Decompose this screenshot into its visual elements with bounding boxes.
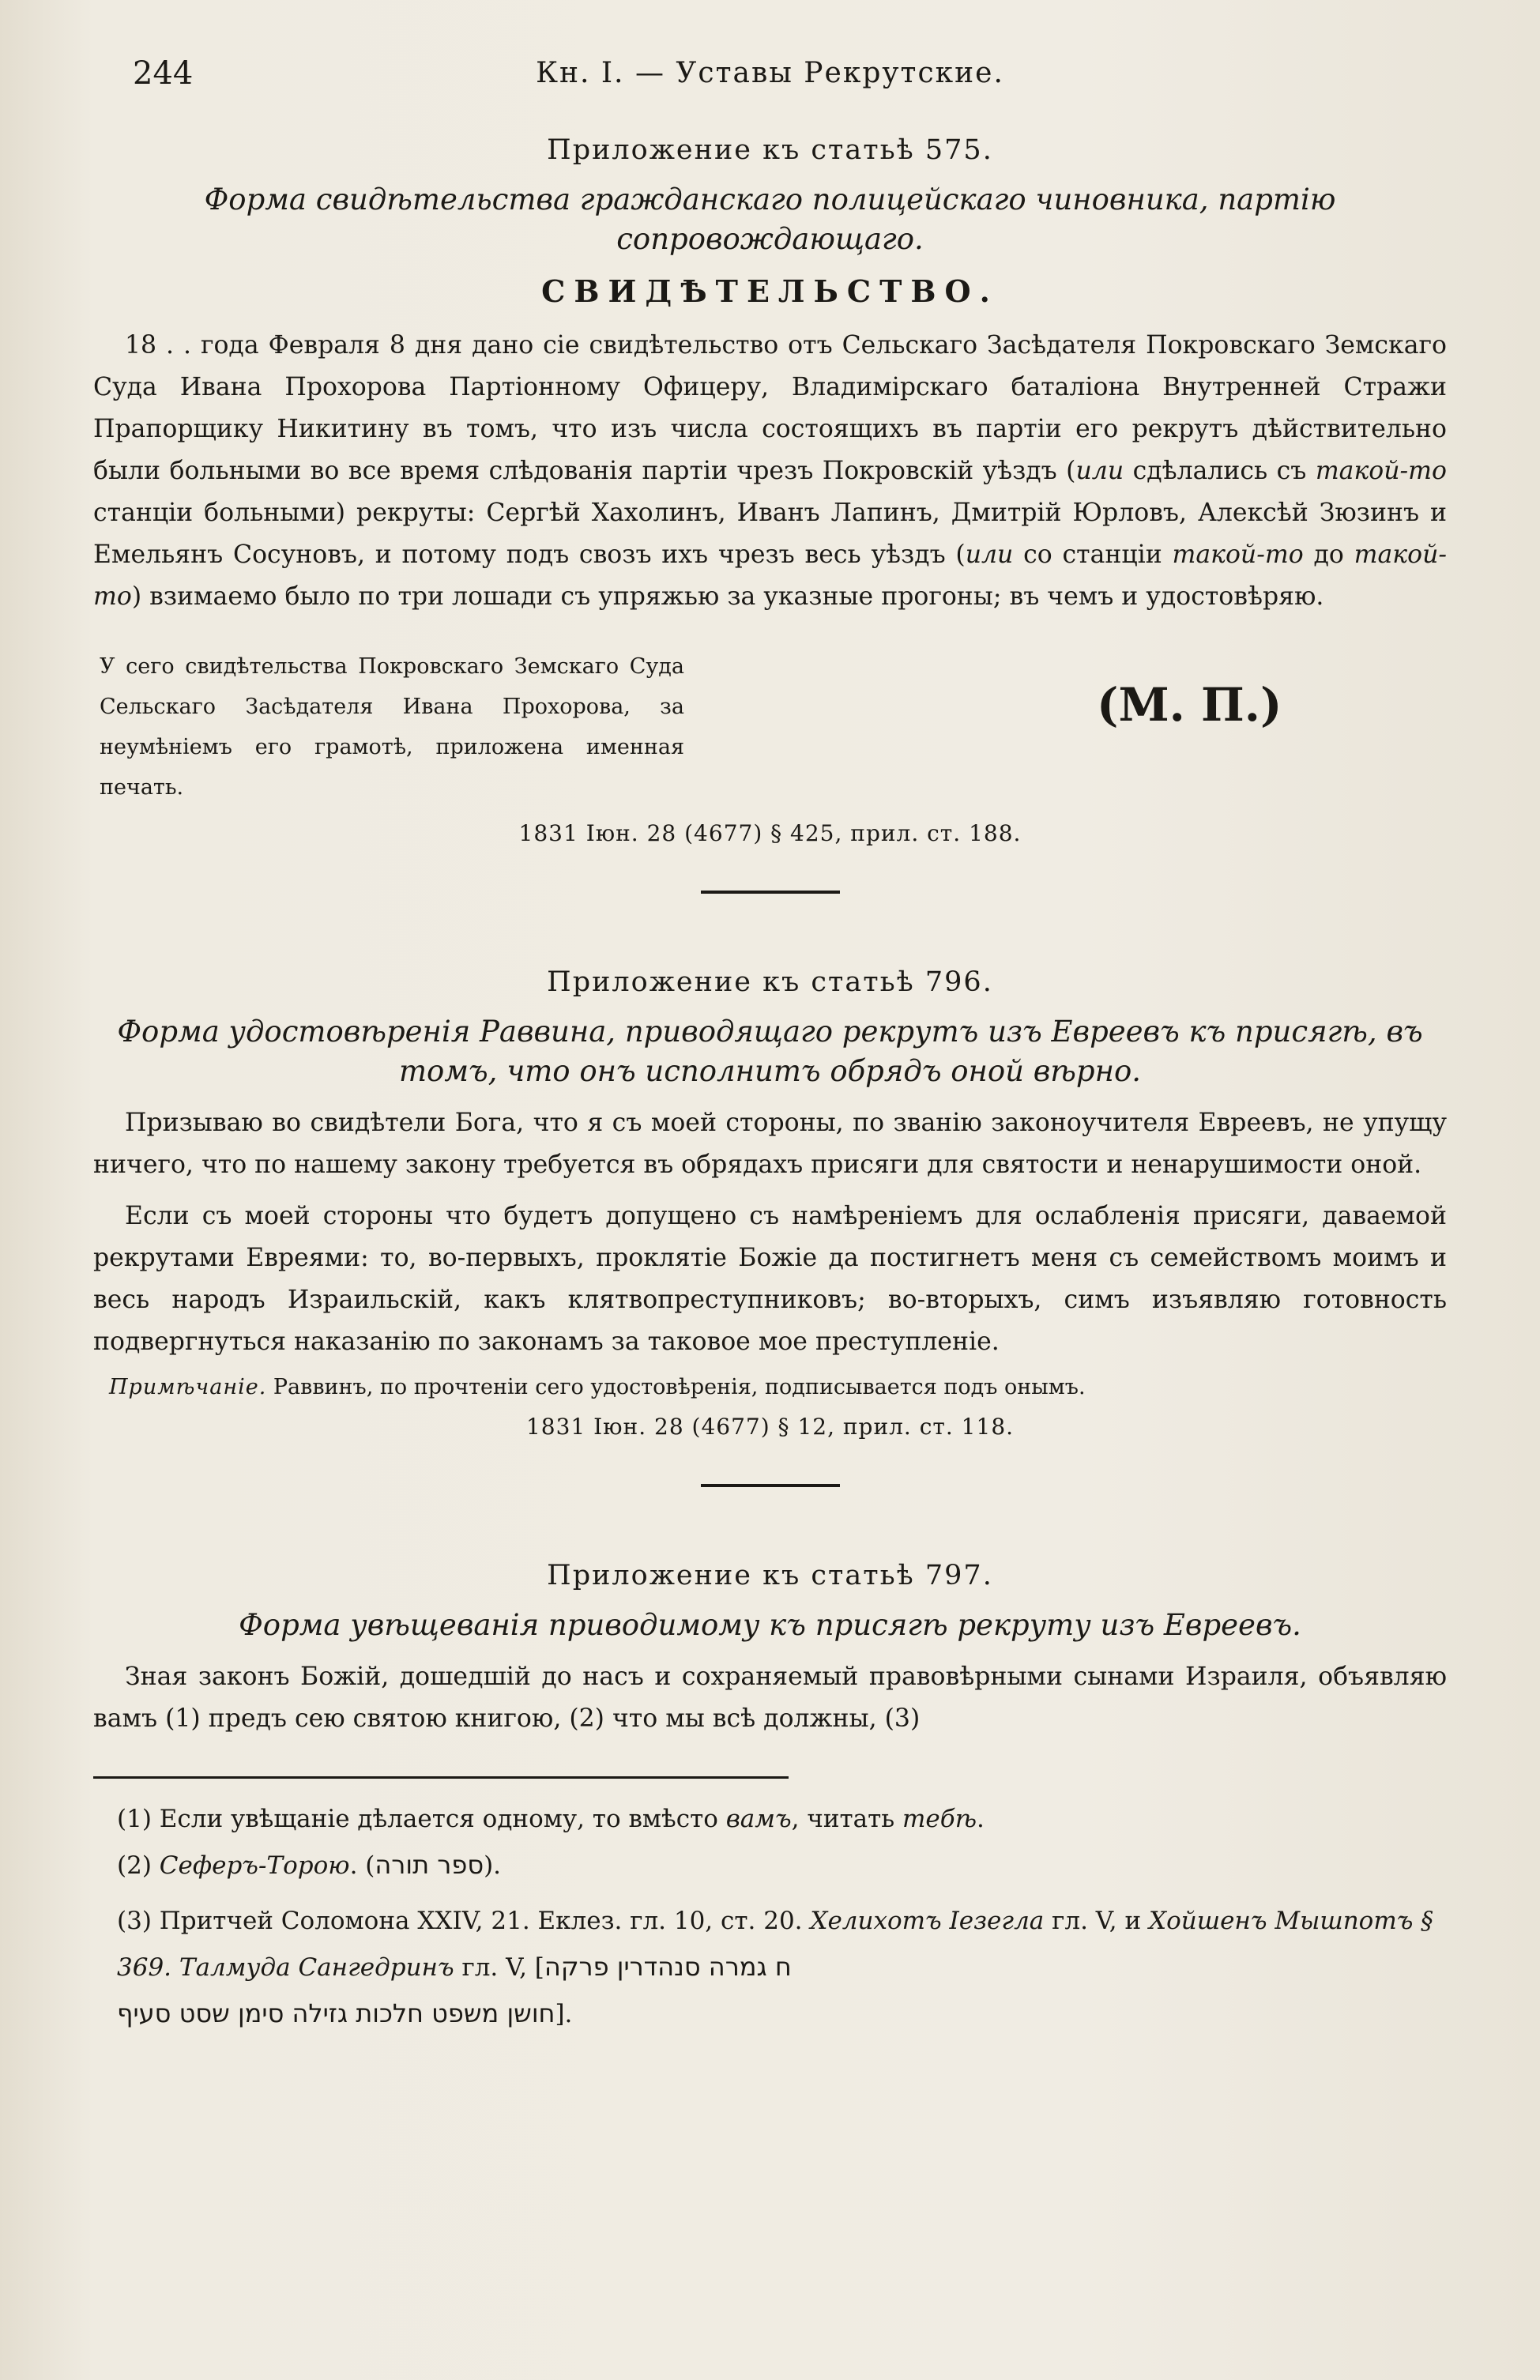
paragraph: Призываю во свидѣтели Бога, что я съ моей стороны, по званію законоучителя Евреевъ, не упущу ничего, что по нашему закону требуется въ обрядахъ присяги для святости и ненарушимости оной. [93, 1109, 1447, 1179]
appendix-575 [93, 134, 1447, 846]
section-divider [701, 1484, 840, 1487]
section-divider [701, 891, 840, 894]
form-title: Форма свидѣтельства гражданскаго полицейскаго чиновника, партію сопровождающаго. [204, 183, 1336, 256]
signature-block [93, 646, 1447, 811]
footnotes [93, 1796, 1447, 2037]
signature-note: У сего свидѣтельства Покровскаго Земскаго Суда Сельскаго Засѣдателя Ивана Прохорова, за неумѣніемъ его грамотѣ, приложена именная печать. [100, 654, 684, 800]
citation: 1831 Іюн. 28 (4677) § 12, прил. ст. 118. [525, 1414, 1015, 1440]
appendix-796 [93, 966, 1447, 1440]
appendix-heading: Приложение къ статьѣ 797. [547, 1560, 993, 1591]
footnote-2: (2) Сеферъ-Торою. (ספר תורה). [117, 1850, 502, 1880]
appendix-heading: Приложение къ статьѣ 796. [547, 966, 993, 998]
remark: Примѣчаніе. Раввинъ, по прочтеніи сего удостовѣренія, подписывается подъ онымъ. [109, 1375, 1086, 1399]
page-header [93, 49, 1447, 106]
document-title: СВИДѢТЕЛЬСТВО. [541, 273, 999, 309]
footnote-divider [93, 1776, 789, 1779]
appendix-797 [93, 1560, 1447, 1740]
citation: 1831 Іюн. 28 (4677) § 425, прил. ст. 188. [518, 820, 1022, 846]
footnote-1: (1) Если увѣщаніе дѣлается одному, то вмѣсто вамъ, читать тебѣ. [117, 1805, 985, 1833]
certificate-text: 18 . . года Февраля 8 дня дано сіе свидѣтельство отъ Сельскаго Засѣдателя Покровскаго Земскаго Суда Ивана Прохорова Партіонному Офицеру, Владимірскаго баталіона Внутренней Стражи Прапорщику Никитину въ томъ, что изъ числа состоящихъ въ партіи его рекрутъ дѣйствительно были больными во все время слѣдованія партіи чрезъ Покровскій уѣздъ (или сдѣлались съ такой-то станціи больными) рекруты: Сергѣй Хахолинъ, Иванъ Лапинъ, Дмитрій Юрловъ, Алексѣй Зюзинъ и Емельянъ Сосуновъ, и потому подъ свозъ ихъ чрезъ весь уѣздъ (или со станціи такой-то до такой-то) взимаемо было по три лошади съ упряжью за указные прогоны; въ чемъ и удостовѣряю. [93, 331, 1448, 611]
paragraph: Зная законъ Божій, дошедшій до насъ и сохраняемый правовѣрными сынами Израиля, объявляю вамъ (1) предъ сею святою книгою, (2) что мы всѣ должны, (3) [93, 1663, 1447, 1733]
appendix-heading: Приложение къ статьѣ 575. [547, 134, 993, 166]
paragraph: Если съ моей стороны что будетъ допущено съ намѣреніемъ для ослабленія присяги, даваемой рекрутами Евреями: то, во-первыхъ, проклятіе Божіе да постигнетъ меня съ семействомъ моимъ и весь народъ Израильскій, какъ клятвопреступниковъ; во-вторыхъ, симъ изъявляю готовность подвергнуться наказанію по законамъ за таковое мое преступленіе. [93, 1202, 1447, 1356]
form-title: Форма увѣщеванія приводимому къ присягѣ рекруту изъ Евреевъ. [239, 1608, 1301, 1642]
footnote-3: (3) Притчей Соломона XXIV, 21. Еклез. гл. 10, ст. 20. Хелихотъ Іезегла гл. V, и Хойшенъ Мышпотъ § 369. Талмуда Сангедринъ гл. V, [ח גמרה סנהדרין פרקה חושן משפט חלכות גזילה סימן שסט סעיף]. [117, 1907, 1433, 2028]
form-title: Форма удостовѣренія Раввина, приводящаго рекрутъ изъ Евреевъ къ присягѣ, въ томъ, что онъ исполнитъ обрядъ оной вѣрно. [117, 1015, 1423, 1088]
running-head: Кн. I. — Уставы Рекрутские. [536, 57, 1004, 89]
page-number: 244 [133, 55, 194, 92]
seal-mark: (М. П.) [1097, 678, 1282, 732]
